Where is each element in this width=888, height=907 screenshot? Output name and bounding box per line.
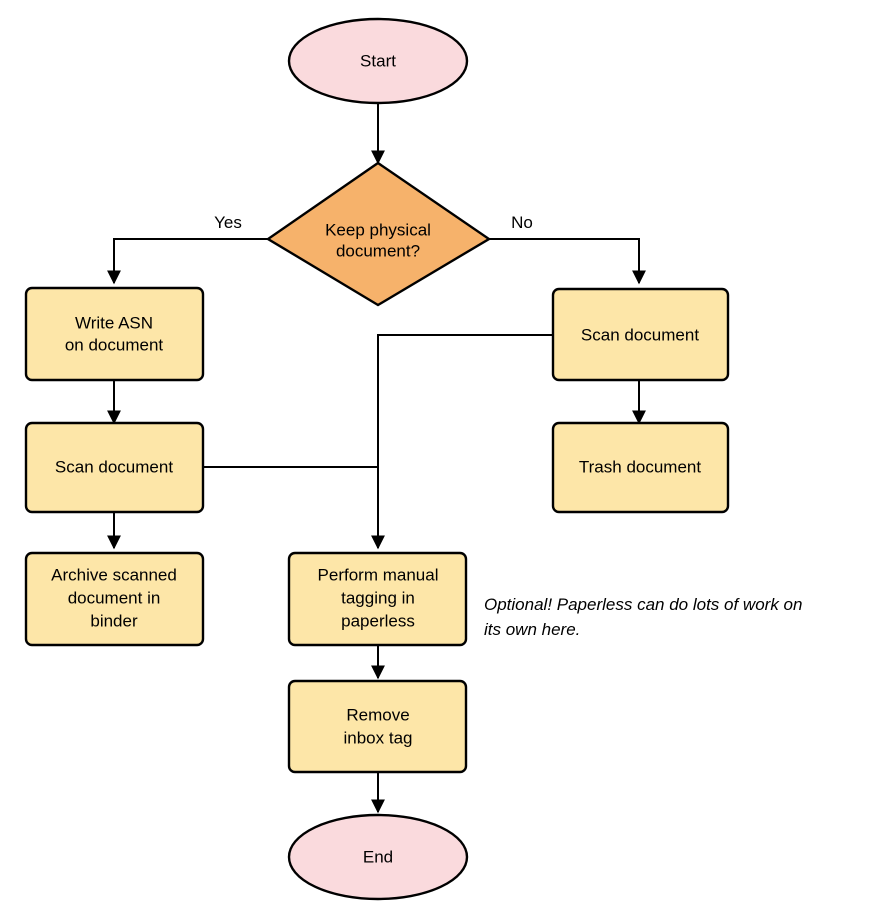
start-label: Start [360,51,396,71]
node-scan-document-right[interactable] [553,289,728,380]
tagging-label-line3: paperless [341,611,415,631]
node-remove-inbox-tag[interactable] [289,681,466,772]
edge-scan-right-to-tagging [378,335,553,548]
archive-label-line3: binder [90,611,138,631]
node-decision-keep-physical-document[interactable] [268,163,489,305]
node-trash-document[interactable] [553,423,728,512]
note-line2: its own here. [484,620,581,639]
node-start[interactable] [289,19,467,103]
annotation-note [484,595,802,639]
note-line1: Optional! Paperless can do lots of work on [484,595,803,614]
remove-inbox-label-line1: Remove [346,705,410,725]
write-asn-box [26,288,203,380]
write-asn-label-line2: on document [64,335,164,355]
tagging-label-line2: tagging in [341,588,415,608]
end-label: End [362,847,394,867]
decision-label-line2: document? [335,241,421,261]
tagging-label-line1: Perform manual [317,565,439,585]
node-archive-scanned-document[interactable] [26,553,203,645]
edge-decision-no-to-scan-right [489,239,639,283]
write-asn-label-line1: Write ASN [74,313,154,333]
trash-label: Trash document [578,457,702,477]
node-perform-manual-tagging[interactable] [289,553,466,645]
remove-inbox-label-line2: inbox tag [343,728,413,748]
edge-decision-yes-to-write-asn [114,239,268,283]
scan-left-label: Scan document [54,457,174,477]
remove-inbox-box [289,681,466,772]
edge-label-yes: Yes [214,213,242,232]
node-write-asn[interactable] [26,288,203,380]
node-scan-document-left[interactable] [26,423,203,512]
node-end[interactable] [289,815,467,899]
archive-label-line1: Archive scanned [51,565,177,585]
decision-label-line1: Keep physical [325,220,431,240]
archive-label-line2: document in [67,588,161,608]
edge-label-no: No [511,213,533,232]
scan-right-label: Scan document [580,325,700,345]
